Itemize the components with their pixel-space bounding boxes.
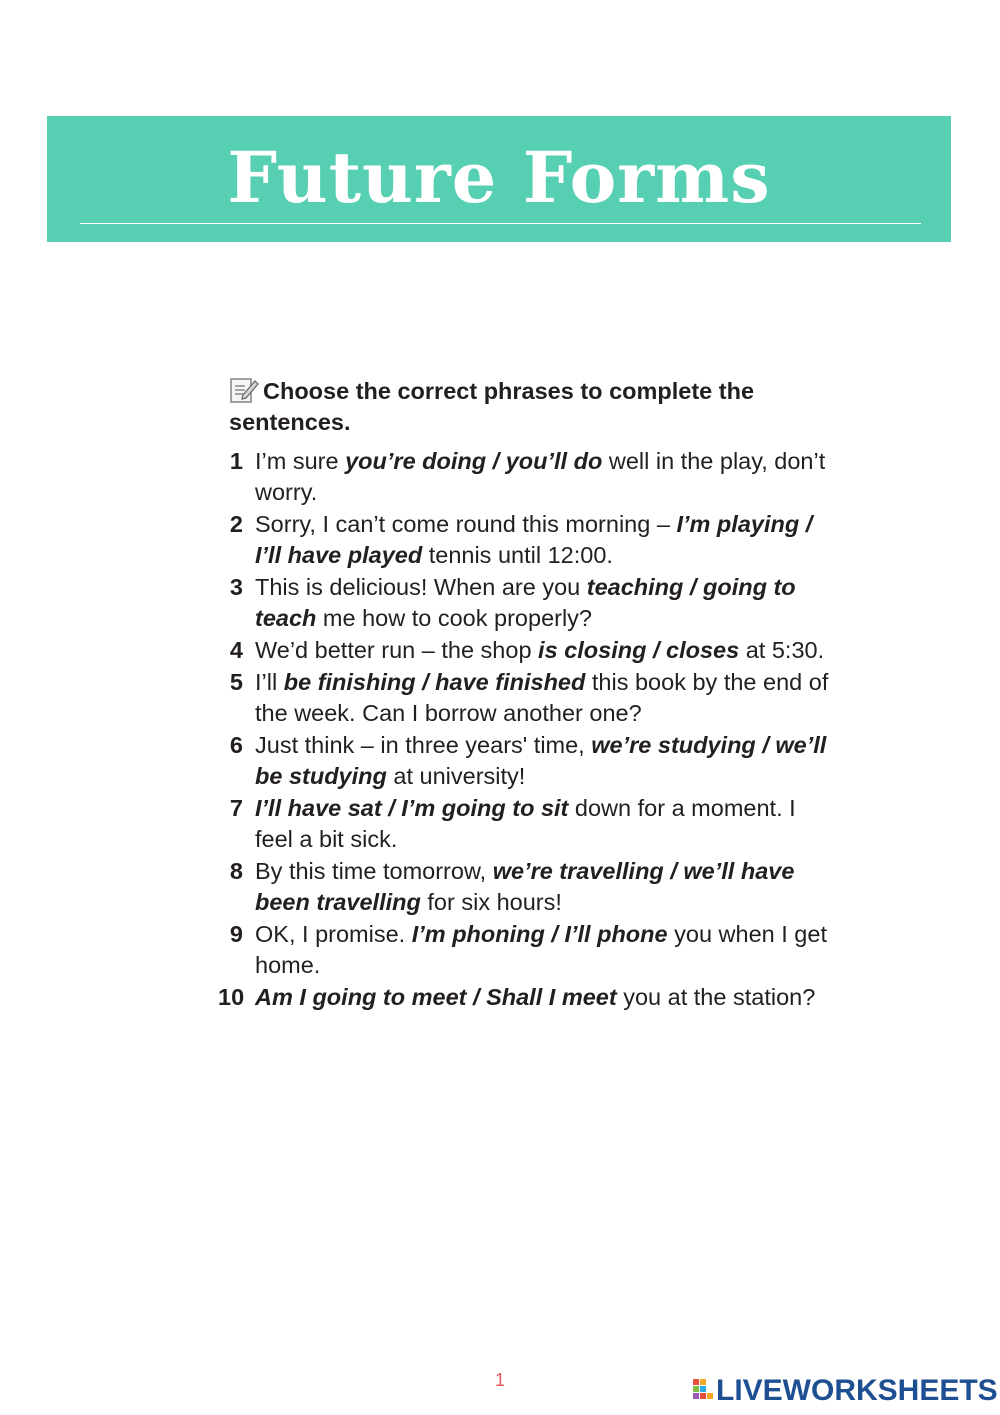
sentence-text: down for a moment. I feel a bit sick. — [255, 795, 796, 852]
sentence-text: We’d better run – the shop — [255, 637, 539, 663]
sentence-text: at 5:30. — [739, 637, 825, 663]
answer-options[interactable]: we’re studying / we’ll be studying — [255, 732, 827, 789]
list-item — [218, 856, 838, 918]
answer-options[interactable]: I’ll have sat / I’m going to sit — [255, 795, 569, 821]
sentence-text: well in the play, don’t worry. — [255, 448, 826, 505]
list-item — [218, 982, 838, 1013]
item-number: 8 — [229, 858, 243, 884]
list-item — [218, 446, 838, 508]
sentence-text: OK, I promise. — [255, 921, 412, 947]
page-title: Future Forms — [227, 136, 771, 219]
sentence-text: This is delicious! When are you — [255, 574, 587, 600]
list-item — [218, 635, 838, 666]
liveworksheets-logo-icon — [692, 1378, 716, 1405]
answer-options[interactable]: I’m phoning / I’ll phone — [411, 921, 668, 947]
answer-options[interactable]: you’re doing / you’ll do — [345, 448, 603, 474]
answer-options[interactable]: teaching / going to teach — [255, 574, 796, 631]
sentence-text: tennis until 12:00. — [422, 542, 613, 568]
item-number: 10 — [218, 984, 245, 1010]
sentence-text: for six hours! — [420, 889, 562, 915]
item-number: 7 — [229, 795, 243, 821]
answer-options[interactable]: is closing / closes — [538, 637, 740, 663]
sentence-text: I’ll — [255, 669, 284, 695]
item-number: 9 — [229, 921, 243, 947]
sentence-text: you at the station? — [616, 984, 816, 1010]
list-item — [218, 572, 838, 634]
list-item — [218, 793, 838, 855]
list-item — [218, 667, 838, 729]
sentence-text: at university! — [386, 763, 526, 789]
sentence-text: me how to cook properly? — [316, 605, 592, 631]
sentence-text: this book by the end of the week. Can I borrow another one? — [255, 669, 829, 726]
sentence-text: I’m sure — [255, 448, 346, 474]
list-item — [218, 919, 838, 981]
page-number: 1 — [494, 1370, 505, 1390]
instruction — [218, 376, 838, 438]
instruction-text: Choose the correct phrases to complete the sentences. — [229, 378, 755, 435]
answer-options[interactable]: I’m playing / I’ll have played — [255, 511, 813, 568]
answer-options[interactable]: Am I going to meet / Shall I meet — [255, 984, 617, 1010]
item-number: 1 — [229, 448, 243, 474]
item-number: 5 — [229, 669, 243, 695]
list-item — [218, 730, 838, 792]
answer-options[interactable]: we’re travelling / we’ll have been travelling — [255, 858, 795, 915]
pencil-icon — [229, 376, 259, 404]
sentence-text: Just think – in three years' time, — [255, 732, 592, 758]
brand-name: LIVEWORKSHEETS — [716, 1374, 998, 1407]
item-number: 3 — [229, 574, 243, 600]
item-number: 6 — [229, 732, 243, 758]
item-number: 4 — [229, 637, 243, 663]
sentence-text: Sorry, I can’t come round this morning – — [255, 511, 677, 537]
exercise — [218, 376, 838, 1014]
answer-options[interactable]: be finishing / have finished — [283, 669, 586, 695]
item-number: 2 — [229, 511, 243, 537]
list-item — [218, 509, 838, 571]
sentence-text: you when I get home. — [255, 921, 827, 978]
title-divider — [80, 223, 921, 224]
title-banner — [47, 116, 951, 242]
sentence-text: By this time tomorrow, — [255, 858, 493, 884]
